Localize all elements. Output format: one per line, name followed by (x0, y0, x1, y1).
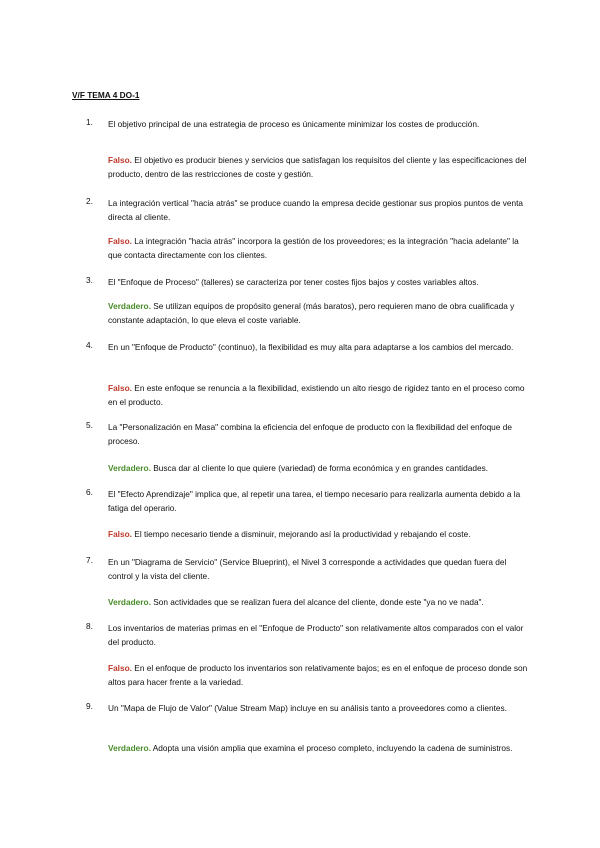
verdict-label: Falso. (108, 529, 132, 539)
item-number: 7. (86, 555, 93, 565)
answer-text (108, 595, 528, 609)
explanation-text: Adopta una visión amplia que examina el proceso completo, incluyendo la cadena de suministros. (150, 743, 513, 753)
explanation-text: Son actividades que se realizan fuera del alcance del cliente, donde este "ya no ve nada". (150, 597, 484, 607)
question-text: El "Enfoque de Proceso" (talleres) se caracteriza por tener costes fijos bajos y costes variables altos. (108, 277, 479, 287)
verdict-label: Falso. (108, 236, 132, 246)
item-number: 6. (86, 487, 93, 497)
question-text: La integración vertical "hacia atrás" se produce cuando la empresa decide gestionar sus propios puntos de venta directa al cliente. (108, 198, 523, 222)
item-number: 5. (86, 420, 93, 430)
verdict-label: Falso. (108, 155, 132, 165)
verdict-label: Verdadero. (108, 743, 151, 753)
verdict-label: Verdadero. (108, 301, 151, 311)
item-number: 8. (86, 621, 93, 631)
question-text: La "Personalización en Masa" combina la eficiencia del enfoque de producto con la flexibilidad del enfoque de proceso. (108, 422, 512, 446)
question-text: El objetivo principal de una estrategia de proceso es únicamente minimizar los costes de producción. (108, 119, 480, 129)
answer-text (108, 741, 528, 755)
answer-text (108, 461, 528, 475)
explanation-text: Se utilizan equipos de propósito general (más baratos), pero requieren mano de obra cualificada y constante adaptación, lo que eleva el coste variable. (108, 301, 515, 325)
answer-text (108, 661, 528, 689)
item-number: 2. (86, 196, 93, 206)
question-text: Los inventarios de materias primas en el "Enfoque de Producto" son relativamente altos comparados con el valor del producto. (108, 623, 524, 647)
document-title: V/F TEMA 4 DO-1 (72, 90, 140, 100)
item-number: 9. (86, 701, 93, 711)
answer-text (108, 299, 528, 327)
question-text: Un "Mapa de Flujo de Valor" (Value Stream Map) incluye en su análisis tanto a proveedores como a clientes. (108, 703, 507, 713)
explanation-text: En el enfoque de producto los inventarios son relativamente bajos; es en el enfoque de proceso donde son altos para hacer frente a la variedad. (108, 663, 528, 687)
verdict-label: Verdadero. (108, 463, 151, 473)
verdict-label: Verdadero. (108, 597, 151, 607)
item-number: 4. (86, 340, 93, 350)
explanation-text: La integración "hacia atrás" incorpora la gestión de los proveedores; es la integración "hacia adelante" la que contacta directamente con los clientes. (108, 236, 519, 260)
verdict-label: Falso. (108, 663, 132, 673)
explanation-text: El objetivo es producir bienes y servicios que satisfagan los requisitos del cliente y las especificaciones del producto, dentro de las restricciones de coste y gestión. (108, 155, 527, 179)
explanation-text: Busca dar al cliente lo que quiere (variedad) de forma económica y en grandes cantidades. (150, 463, 489, 473)
answer-text (108, 234, 528, 262)
verdict-label: Falso. (108, 383, 132, 393)
question-text: El "Efecto Aprendizaje" implica que, al repetir una tarea, el tiempo necesario para realizarla aumenta debido a la fatiga del operario. (108, 489, 521, 513)
question-text: En un "Diagrama de Servicio" (Service Blueprint), el Nivel 3 corresponde a actividades que quedan fuera del control y la vista del cliente. (108, 557, 507, 581)
item-number: 1. (86, 117, 93, 127)
question-text: En un "Enfoque de Producto" (continuo), la flexibilidad es muy alta para adaptarse a los cambios del mercado. (108, 342, 514, 352)
explanation-text: En este enfoque se renuncia a la flexibilidad, existiendo un alto riesgo de rigidez tanto en el proceso como en el producto. (108, 383, 525, 407)
answer-text (108, 527, 528, 541)
answer-text (108, 153, 528, 181)
item-number: 3. (86, 275, 93, 285)
explanation-text: El tiempo necesario tiende a disminuir, mejorando así la productividad y rebajando el coste. (131, 529, 471, 539)
answer-text (108, 381, 528, 409)
